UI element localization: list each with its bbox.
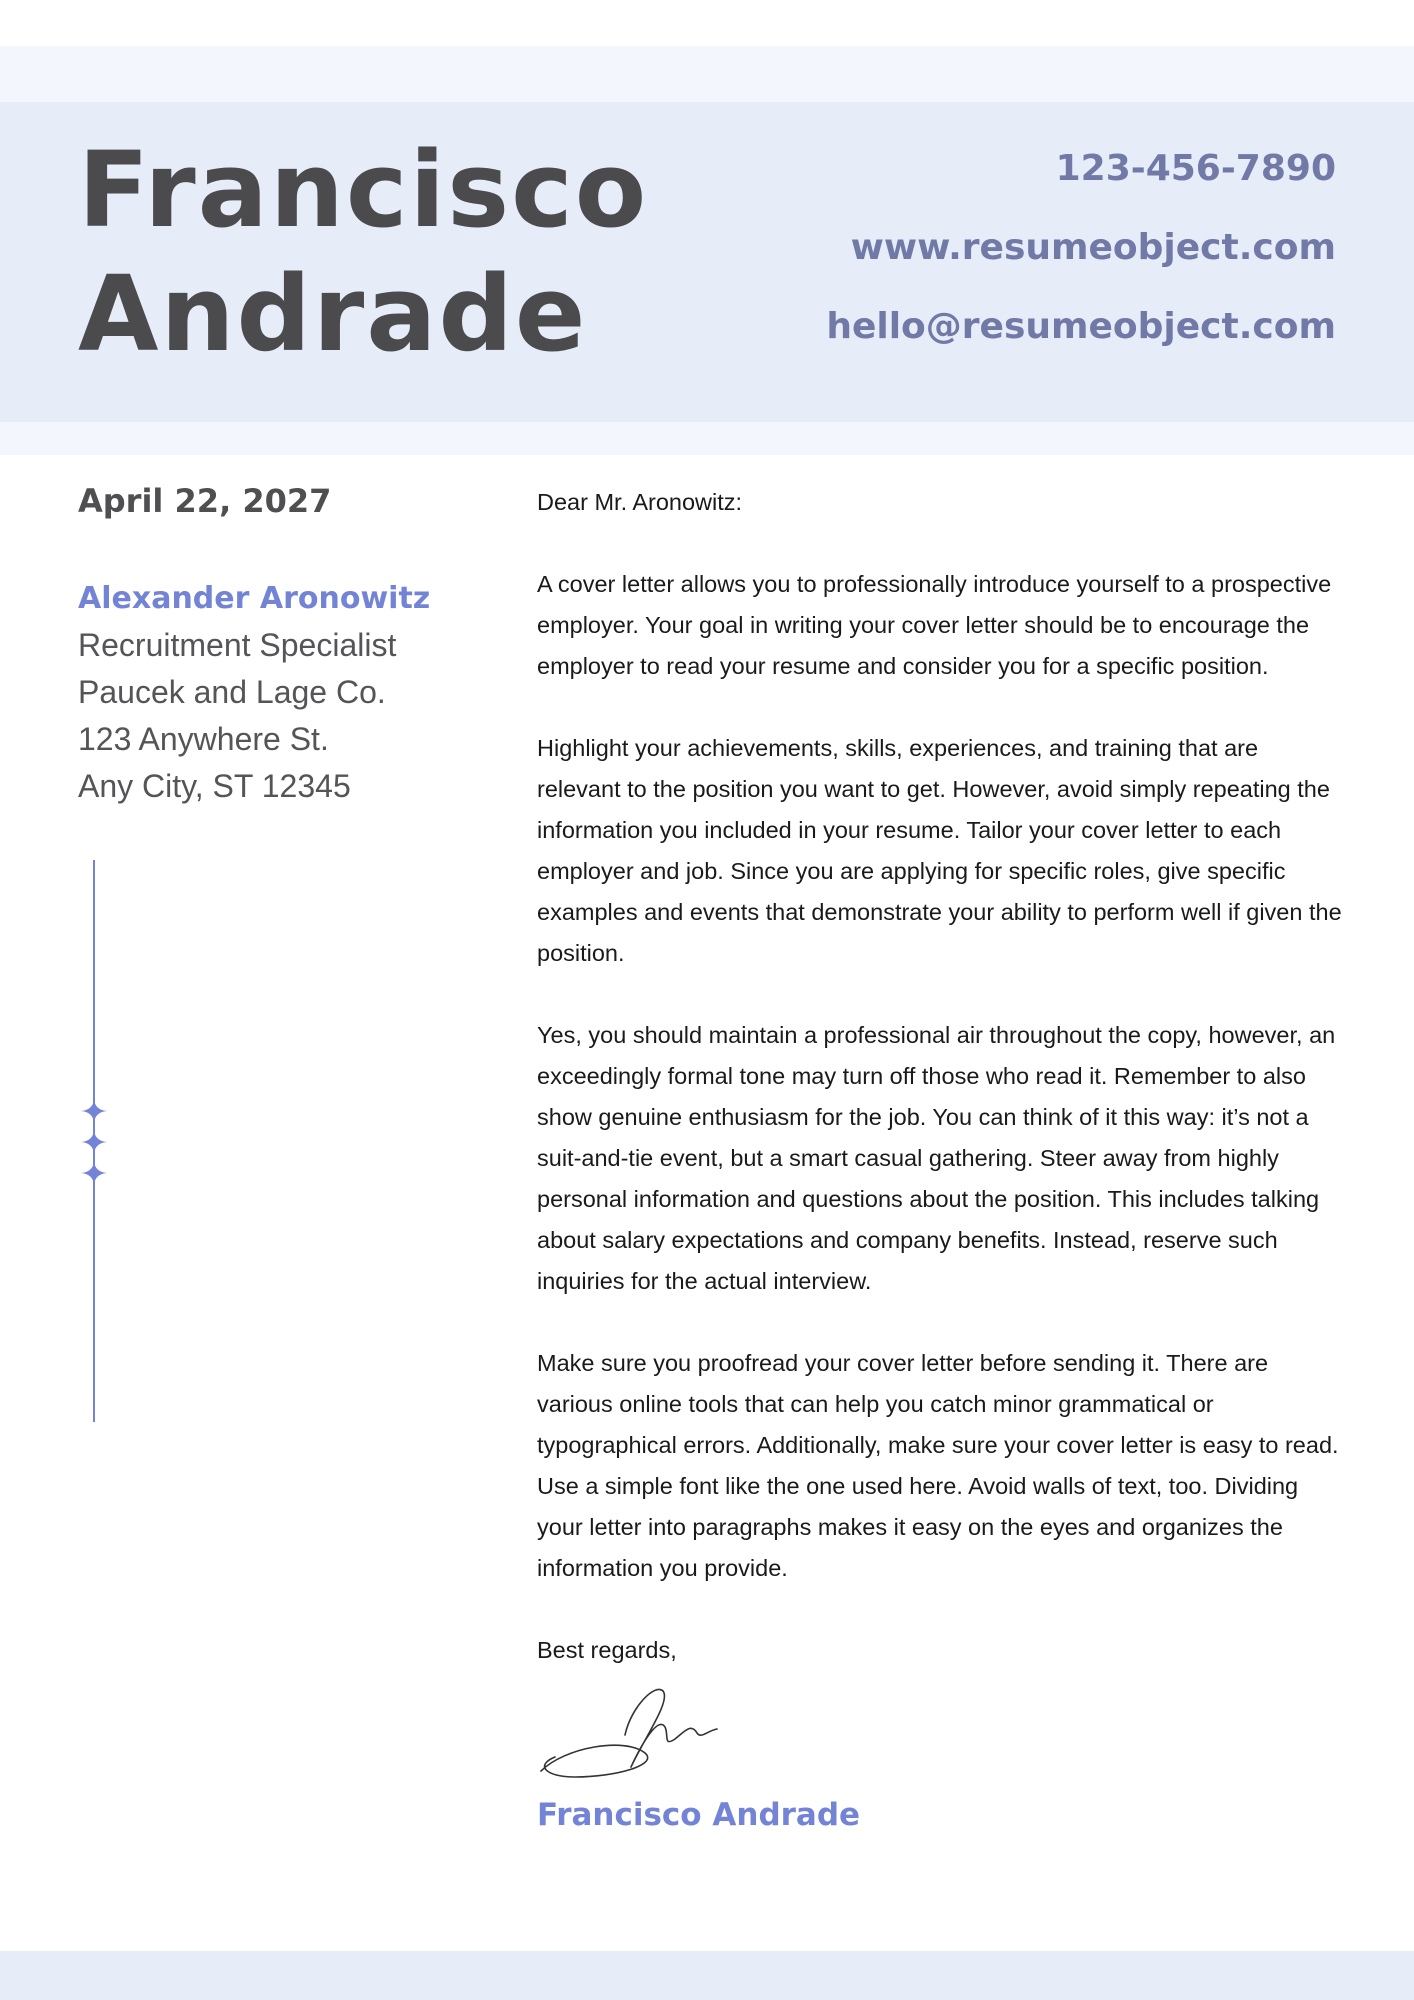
recipient-name: Alexander Aronowitz [78, 581, 431, 616]
footer-band [0, 1951, 1414, 2000]
letter-paragraph: A cover letter allows you to professionally introduce yourself to a prospective employer. Your goal in writing your cover letter should be to encourage the employer to read your resume and consider you for a specific position. [537, 571, 1332, 679]
contact-info [826, 144, 1336, 381]
email-link[interactable]: hello@resumeobject.com [826, 306, 1336, 347]
recipient-city: Any City, ST 12345 [78, 768, 351, 804]
sparkle-icon [81, 1130, 107, 1154]
website-link[interactable]: www.resumeobject.com [850, 227, 1336, 268]
closing: Best regards, [537, 1637, 677, 1663]
sparkle-icon [81, 1161, 107, 1185]
recipient-block [78, 575, 430, 810]
letter-paragraph: Highlight your achievements, skills, experiences, and training that are relevant to the position you want to get. However, avoid simply repeating the information you included in your resume. Tailor your cover letter to each employer and job. Since you are applying for specific roles, give specific examples and events that demonstrate your ability to perform well if given the position. [537, 735, 1342, 966]
header-sub-band [0, 422, 1414, 455]
letter-paragraph: Make sure you proofread your cover letter before sending it. There are various online tools that can help you catch minor grammatical or typographical errors. Additionally, make sure your cover letter is easy to read. Use a simple font like the one used here. Avoid walls of text, too. Dividing your letter into paragraphs makes it easy on the eyes and organizes the information you provide. [537, 1350, 1339, 1581]
phone-number: 123-456-7890 [1055, 148, 1336, 189]
letter-paragraph: Yes, you should maintain a professional air throughout the copy, however, an exceedingly formal tone may turn off those who read it. Remember to also show genuine enthusiasm for the job. You can think of it this way: it’s not a suit-and-tie event, but a smart casual gathering. Steer away from highly personal information and questions about the position. This includes talking about salary expectations and company benefits. Instead, reserve such inquiries for the actual interview. [537, 1022, 1336, 1294]
last-name: Andrade [78, 253, 588, 375]
salutation: Dear Mr. Aronowitz: [537, 489, 743, 515]
first-name: Francisco [78, 129, 649, 251]
signer-name: Francisco Andrade [537, 1797, 861, 1833]
signature-graphic [535, 1677, 725, 1785]
letter-body [537, 482, 1347, 1836]
applicant-name [78, 128, 648, 376]
letter-date: April 22, 2027 [78, 482, 332, 520]
recipient-title: Recruitment Specialist [78, 627, 397, 663]
decorative-divider [70, 860, 118, 1422]
recipient-street: 123 Anywhere St. [78, 721, 329, 757]
recipient-company: Paucek and Lage Co. [78, 674, 386, 710]
sparkle-icon [81, 1099, 107, 1123]
top-band [0, 46, 1414, 102]
